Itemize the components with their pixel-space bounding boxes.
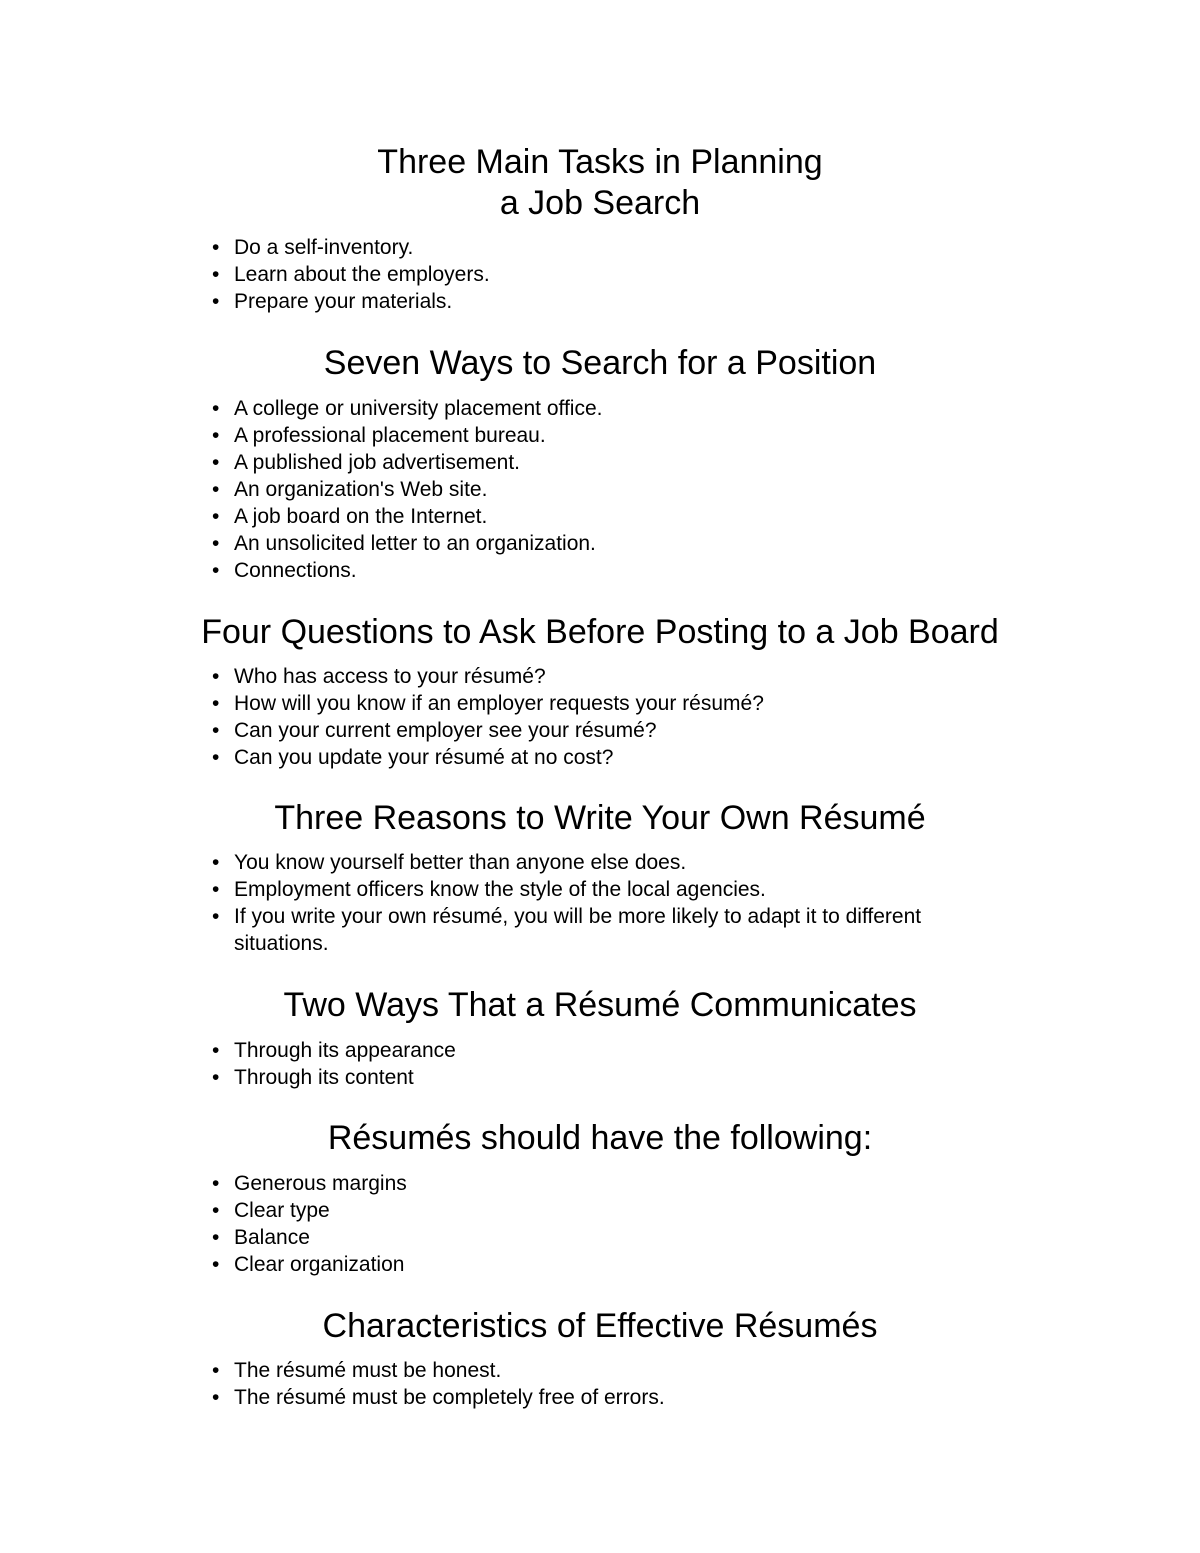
list-item-text: If you write your own résumé, you will be more likely to adapt it to different situations. [234, 905, 922, 955]
bullet-icon: • [212, 1199, 220, 1222]
resume-communicates-list [212, 1037, 1032, 1091]
section-title-search-ways: Seven Ways to Search for a Position [323, 344, 877, 382]
list-item [212, 849, 1032, 876]
list-item [212, 449, 1032, 476]
bullet-icon: • [212, 1253, 220, 1276]
bullet-icon: • [212, 692, 220, 715]
bullet-icon: • [212, 1386, 220, 1409]
list-item-text: Through its appearance [234, 1039, 456, 1062]
list-item-text: An organization's Web site. [234, 478, 488, 501]
bullet-icon: • [212, 478, 220, 501]
list-item-text: A job board on the Internet. [234, 505, 488, 528]
list-item [212, 876, 1032, 903]
list-item [212, 503, 1032, 530]
list-item [212, 1170, 1032, 1197]
list-item [212, 1357, 1032, 1384]
section-title-write-own-resume: Three Reasons to Write Your Own Résumé [274, 799, 926, 837]
list-item [212, 663, 1032, 690]
list-item [212, 1197, 1032, 1224]
bullet-icon: • [212, 263, 220, 286]
resume-features-list [212, 1170, 1032, 1278]
search-ways-list [212, 395, 1032, 584]
list-item-text: Clear organization [234, 1253, 405, 1276]
list-item-text: Generous margins [234, 1172, 407, 1195]
list-item-text: A professional placement bureau. [234, 424, 546, 447]
list-item-text: How will you know if an employer requests your résumé? [234, 692, 764, 715]
list-item-text: An unsolicited letter to an organization. [234, 532, 596, 555]
bullet-icon: • [212, 746, 220, 769]
list-item [212, 1384, 1032, 1411]
list-item [212, 557, 1032, 584]
list-item [212, 530, 1032, 557]
list-item-text: Prepare your materials. [234, 290, 453, 313]
planning-task-list [212, 234, 1032, 315]
bullet-icon: • [212, 559, 220, 582]
section-title-planning [0, 142, 1200, 224]
write-own-resume-list [212, 849, 1032, 957]
list-item-text: Learn about the employers. [234, 263, 490, 286]
section-title-line: a Job Search [499, 184, 701, 222]
section-title-resume-features: Résumés should have the following: [327, 1119, 873, 1157]
list-item-text: Can your current employer see your résumé? [234, 719, 657, 742]
job-board-questions-list [212, 663, 1032, 771]
section-title-effective-resumes: Characteristics of Effective Résumés [322, 1307, 878, 1345]
list-item-text: Clear type [234, 1199, 330, 1222]
bullet-icon: • [212, 1226, 220, 1249]
list-item [212, 261, 1032, 288]
bullet-icon: • [212, 424, 220, 447]
list-item-text: Can you update your résumé at no cost? [234, 746, 614, 769]
list-item [212, 1064, 1032, 1091]
list-item [212, 234, 1032, 261]
list-item [212, 690, 1032, 717]
list-item-text: A college or university placement office. [234, 397, 603, 420]
list-item [212, 1224, 1032, 1251]
bullet-icon: • [212, 505, 220, 528]
bullet-icon: • [212, 878, 220, 901]
bullet-icon: • [212, 851, 220, 874]
list-item [212, 744, 1032, 771]
bullet-icon: • [212, 1066, 220, 1089]
list-item-text: A published job advertisement. [234, 451, 521, 474]
list-item [212, 903, 1014, 957]
list-item-text: Who has access to your résumé? [234, 665, 546, 688]
section-title-job-board-questions: Four Questions to Ask Before Posting to a Job Board [201, 613, 999, 651]
list-item-text: The résumé must be honest. [234, 1359, 502, 1382]
list-item-text: Connections. [234, 559, 357, 582]
bullet-icon: • [212, 1359, 220, 1382]
bullet-icon: • [212, 1172, 220, 1195]
bullet-icon: • [212, 451, 220, 474]
list-item [212, 1251, 1032, 1278]
list-item-text: You know yourself better than anyone else does. [234, 851, 687, 874]
list-item [212, 395, 1032, 422]
bullet-icon: • [212, 290, 220, 313]
list-item-text: Through its content [234, 1066, 414, 1089]
list-item-text: Balance [234, 1226, 310, 1249]
bullet-icon: • [212, 665, 220, 688]
list-item [212, 717, 1032, 744]
bullet-icon: • [212, 532, 220, 555]
effective-resumes-list [212, 1357, 1032, 1411]
list-item [212, 422, 1032, 449]
bullet-icon: • [212, 236, 220, 259]
list-item [212, 476, 1032, 503]
bullet-icon: • [212, 719, 220, 742]
list-item-text: Employment officers know the style of the local agencies. [234, 878, 766, 901]
list-item [212, 1037, 1032, 1064]
bullet-icon: • [212, 905, 220, 928]
bullet-icon: • [212, 397, 220, 420]
section-title-resume-communicates: Two Ways That a Résumé Communicates [283, 986, 917, 1024]
list-item-text: Do a self-inventory. [234, 236, 414, 259]
section-title-line: Three Main Tasks in Planning [377, 143, 823, 181]
list-item [212, 288, 1032, 315]
list-item-text: The résumé must be completely free of errors. [234, 1386, 665, 1409]
bullet-icon: • [212, 1039, 220, 1062]
